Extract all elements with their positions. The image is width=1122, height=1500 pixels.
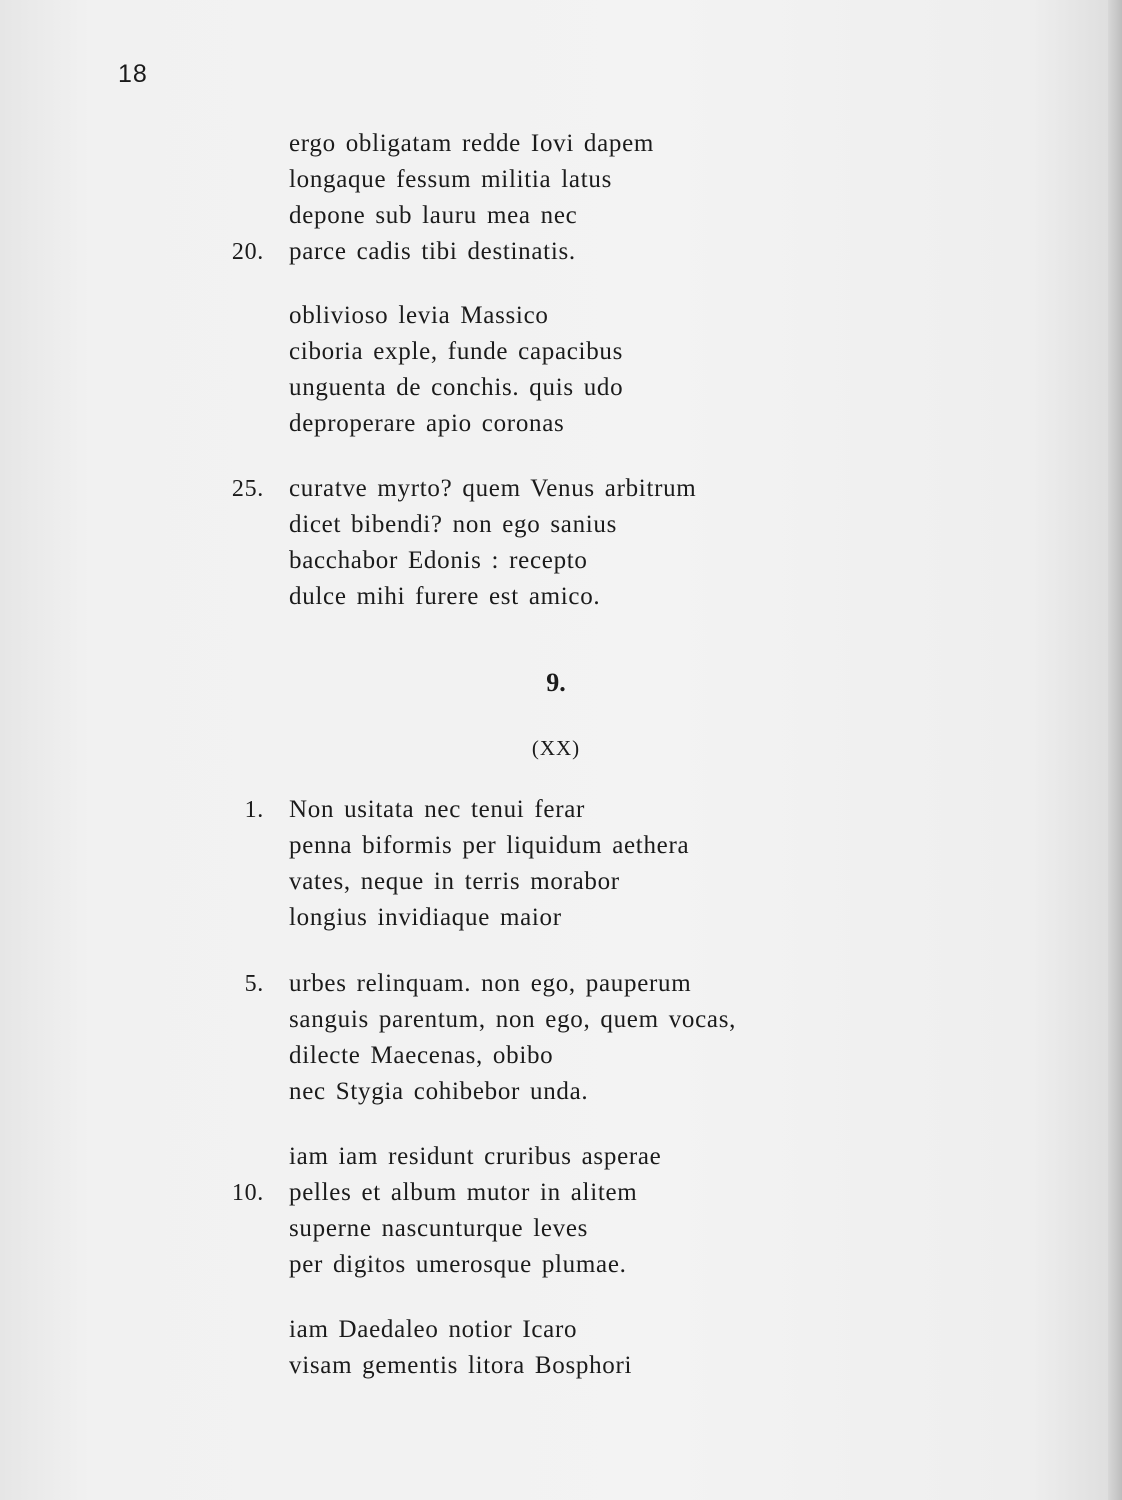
verse-text: depone sub lauru mea nec: [289, 202, 578, 229]
verse-text: curatve myrto? quem Venus arbitrum: [289, 475, 697, 502]
stanza: [0, 1139, 1122, 1283]
verse-text: ciboria exple, funde capacibus: [289, 338, 624, 365]
verse-text: oblivioso levia Massico: [289, 302, 549, 329]
verse-line: [0, 471, 1122, 507]
verse-text: ergo obligatam redde Iovi dapem: [289, 130, 655, 157]
verse-line: [0, 1211, 1122, 1247]
stanza: [0, 471, 1122, 615]
verse-text: nec Stygia cohibebor unda.: [289, 1078, 589, 1105]
verse-line: [0, 543, 1122, 579]
verse-text: deproperare apio coronas: [289, 410, 565, 437]
verse-line: [0, 1074, 1122, 1110]
verse-line: [0, 198, 1122, 234]
verse-text: dicet bibendi? non ego sanius: [289, 511, 618, 538]
verse-line: [0, 828, 1122, 864]
verse-text: sanguis parentum, non ego, quem vocas,: [289, 1006, 737, 1033]
verse-text: Non usitata nec tenui ferar: [289, 796, 586, 823]
verse-text: penna biformis per liquidum aethera: [289, 832, 690, 859]
line-number: 5.: [244, 971, 264, 997]
line-number: 25.: [231, 476, 264, 502]
verse-line: [0, 900, 1122, 936]
poem-number: 9.: [546, 668, 566, 697]
verse-text: visam gementis litora Bosphori: [289, 1352, 633, 1379]
verse-line: [0, 298, 1122, 334]
stanza: [0, 792, 1122, 936]
stanza: [0, 1312, 1122, 1384]
verse-line: [0, 1247, 1122, 1283]
verse-text: longius invidiaque maior: [289, 904, 562, 931]
poem-subtitle: (XX): [531, 736, 581, 760]
verse-text: longaque fessum militia latus: [289, 166, 613, 193]
verse-text: superne nascunturque leves: [289, 1215, 589, 1242]
verse-text: parce cadis tibi destinatis.: [289, 238, 576, 265]
verse-line: [0, 864, 1122, 900]
verse-line: [0, 1002, 1122, 1038]
stanza: [0, 966, 1122, 1110]
page-number: 18: [118, 60, 148, 88]
verse-line: [0, 126, 1122, 162]
verse-text: dulce mihi furere est amico.: [289, 583, 601, 610]
verse-text: bacchabor Edonis : recepto: [289, 547, 588, 574]
verse-text: pelles et album mutor in alitem: [289, 1179, 638, 1206]
verse-text: iam Daedaleo notior Icaro: [289, 1316, 578, 1343]
verse-line: [0, 1312, 1122, 1348]
verse-line: [0, 966, 1122, 1002]
verse-line: [0, 1139, 1122, 1175]
line-number: 20.: [231, 239, 264, 265]
line-number: 1.: [244, 797, 264, 823]
verse-line: [0, 162, 1122, 198]
verse-line: [0, 1175, 1122, 1211]
verse-text: dilecte Maecenas, obibo: [289, 1042, 554, 1069]
verse-line: [0, 579, 1122, 615]
verse-line: [0, 1348, 1122, 1384]
verse-line: [0, 1038, 1122, 1074]
line-number: 10.: [231, 1180, 264, 1206]
verse-line: [0, 792, 1122, 828]
verse-text: urbes relinquam. non ego, pauperum: [289, 970, 692, 997]
stanza: [0, 298, 1122, 442]
verse-line: [0, 334, 1122, 370]
stanza: [0, 126, 1122, 270]
verse-line: [0, 370, 1122, 406]
verse-text: vates, neque in terris morabor: [289, 868, 620, 895]
verse-line: [0, 234, 1122, 270]
verse-text: per digitos umerosque plumae.: [289, 1251, 627, 1278]
verse-text: iam iam residunt cruribus asperae: [289, 1143, 662, 1170]
verse-text: unguenta de conchis. quis udo: [289, 374, 624, 401]
verse-line: [0, 507, 1122, 543]
verse-line: [0, 406, 1122, 442]
